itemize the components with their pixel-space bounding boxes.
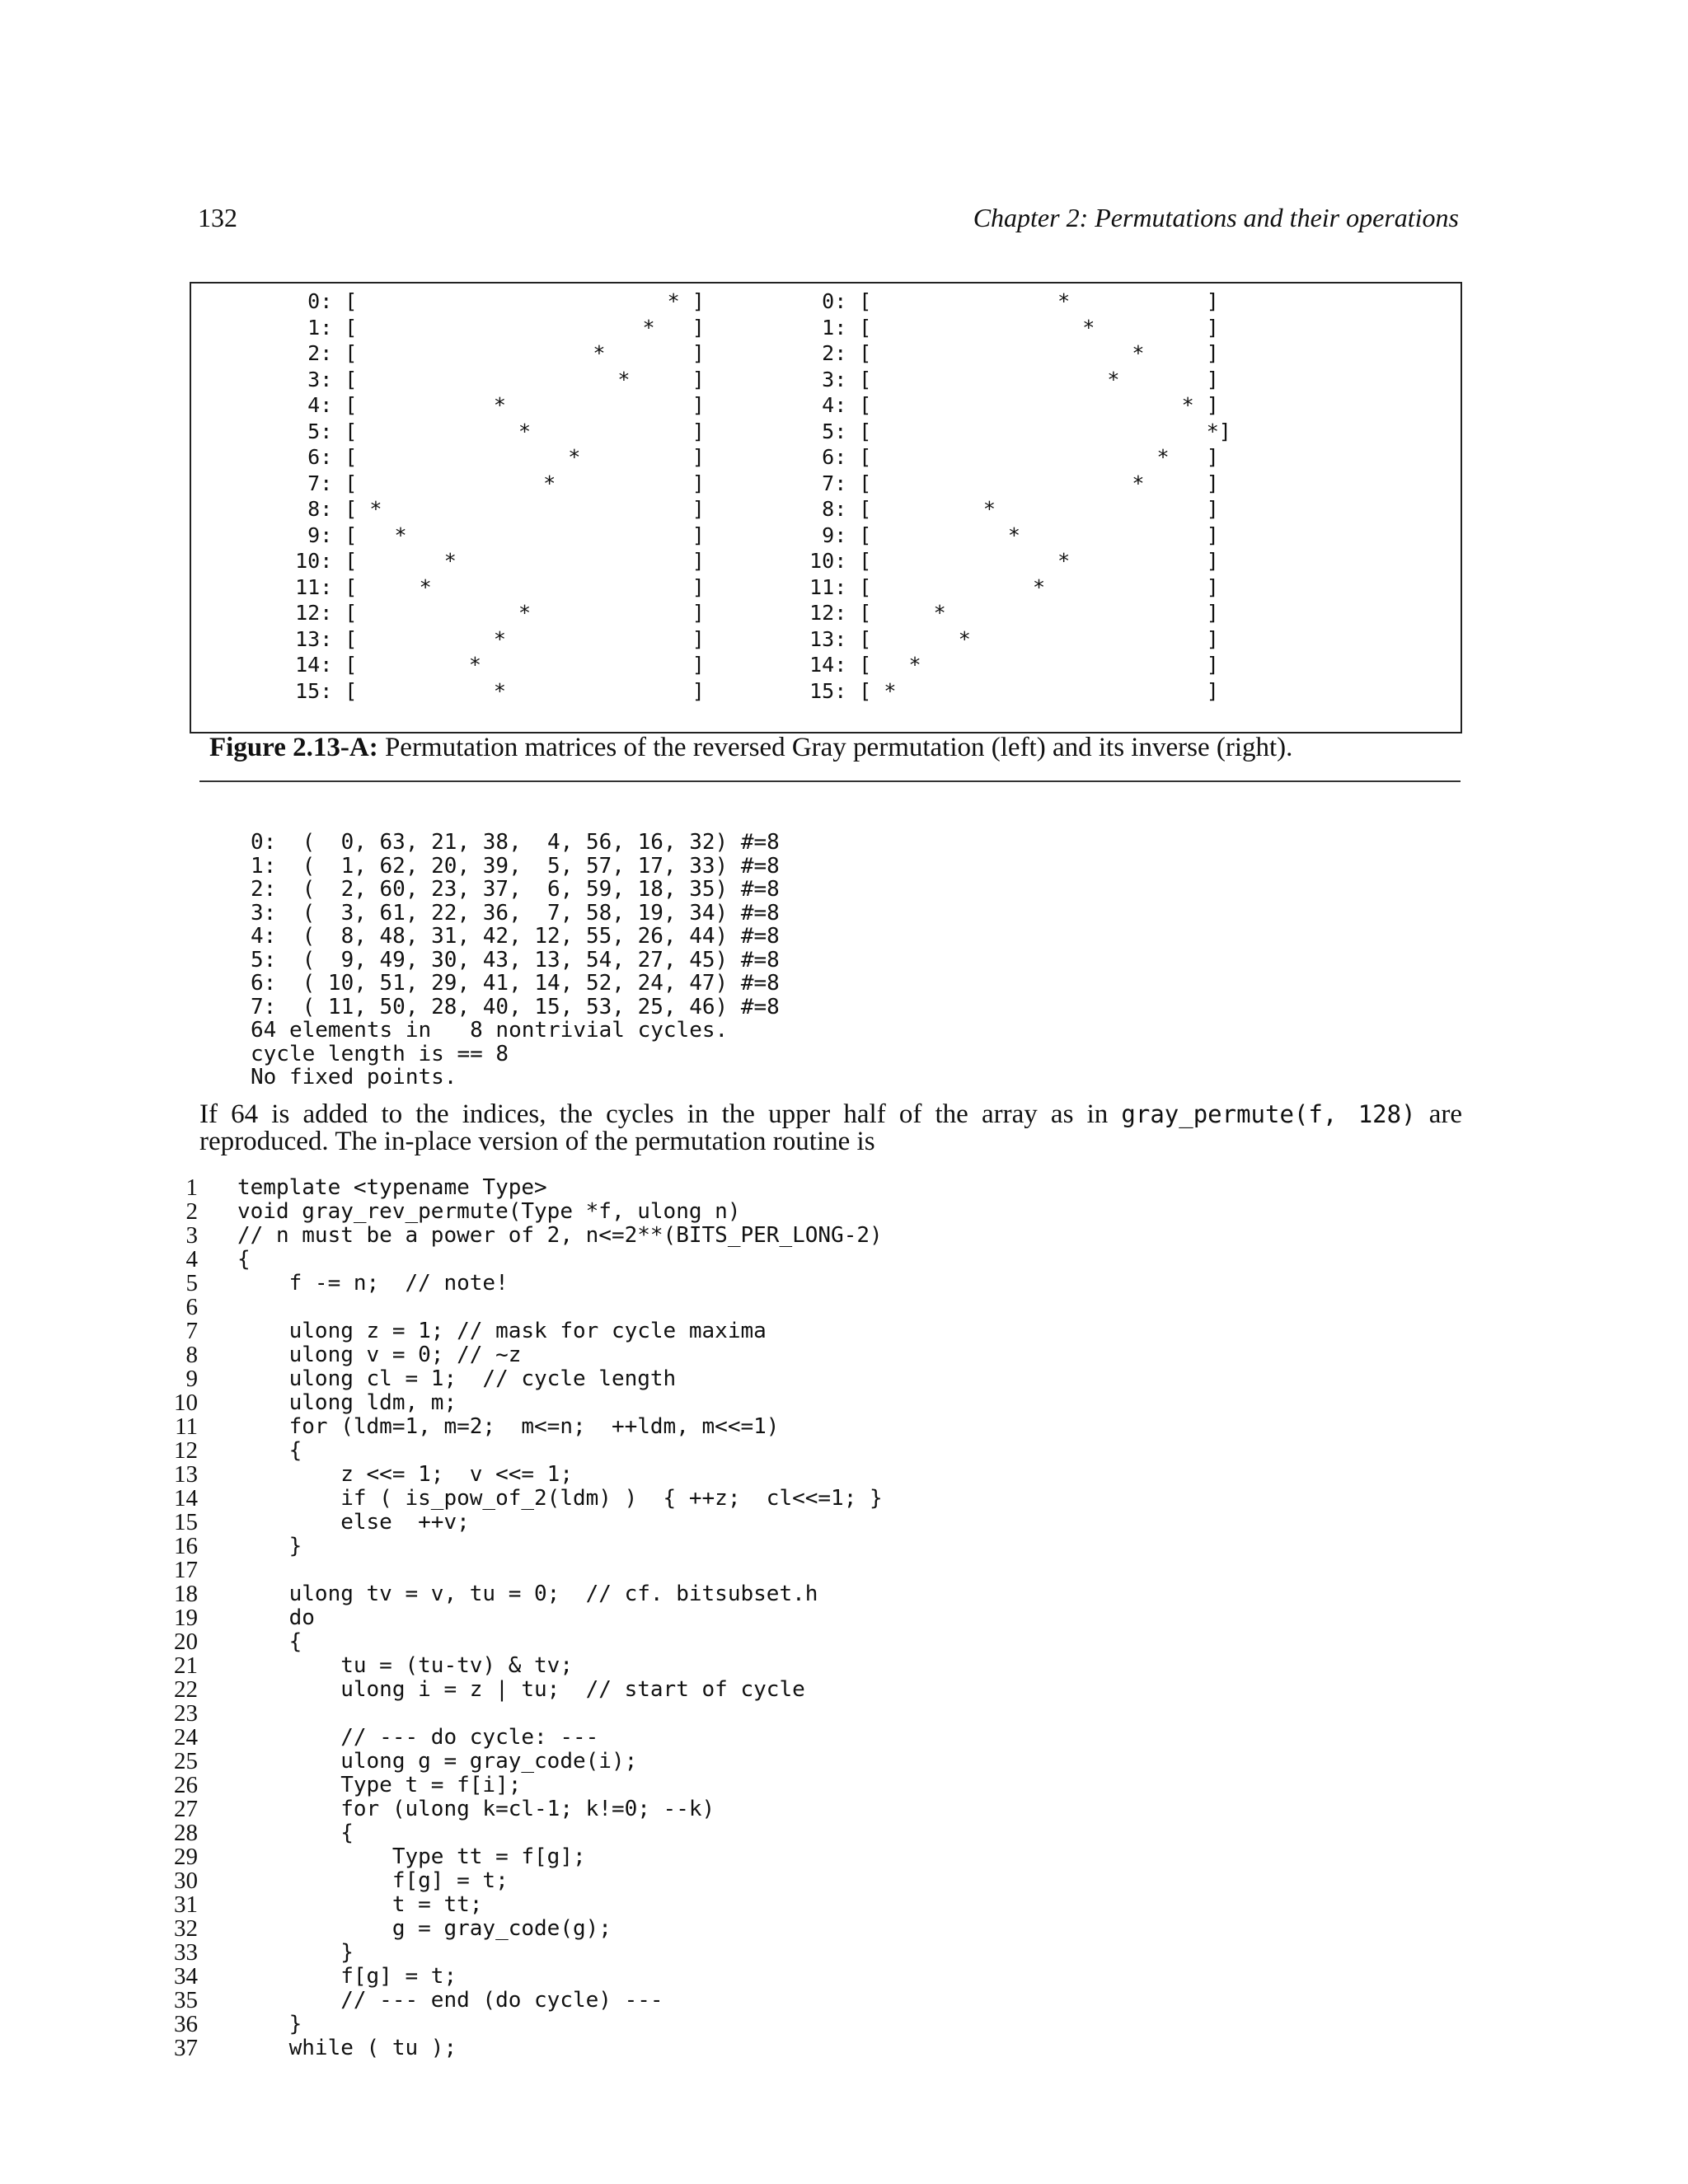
code-text: for (ldm=1, m=2; m<=n; ++ldm, m<<=1): [237, 1414, 780, 1439]
inline-code: gray_permute(f, 128): [1121, 1100, 1416, 1128]
code-text: template <typename Type>: [237, 1175, 547, 1200]
code-text: }: [237, 1534, 302, 1558]
code-text: ulong cl = 1; // cycle length: [237, 1366, 677, 1391]
line-number: 5: [185, 1270, 198, 1296]
line-number: 2: [185, 1198, 198, 1225]
line-number: 18: [174, 1581, 198, 1607]
code-text: ulong z = 1; // mask for cycle maxima: [237, 1319, 767, 1343]
code-text: ulong ldm, m;: [237, 1390, 457, 1415]
line-number: 30: [174, 1868, 198, 1894]
paragraph-text-after: are reproduced. The in-place version of the permutation routine is: [199, 1099, 1462, 1156]
code-text: g = gray_code(g);: [237, 1916, 612, 1941]
figure-caption: [209, 733, 1292, 763]
line-number: 7: [185, 1318, 198, 1344]
caption-rule: [199, 780, 1461, 782]
cycles-output: 0: ( 0, 63, 21, 38, 4, 56, 16, 32) #=8 1: ( 1, 62, 20, 39, 5, 57, 17, 33) #=8 2: ( 2, 60, 23, 37, 6, 59, 18, 35) #=8 3: ( 3, 61, 22, 36, 7, 58, 19, 34) #=8 4: ( 8, 48, 31, 42, 12, 55, 26, 44) #=8 5: ( 9, 49, 30, 43, 13, 54, 27, 45) #=8 6: ( 10, 51, 29, 41, 14, 52, 24, 47) #=8 7: ( 11, 50, 28, 40, 15, 53, 25, 46) #=8 64 elements in 8 nontrivial cycles. cycle length is == 8 No fixed points.: [251, 830, 780, 1090]
line-number: 19: [174, 1605, 198, 1631]
code-text: if ( is_pow_of_2(ldm) ) { ++z; cl<<=1; }: [237, 1486, 883, 1511]
page-number: 132: [198, 203, 237, 232]
code-text: ulong tv = v, tu = 0; // cf. bitsubset.h: [237, 1582, 818, 1606]
line-number: 12: [174, 1437, 198, 1464]
line-number: 6: [185, 1294, 198, 1320]
code-text: // --- end (do cycle) ---: [237, 1988, 663, 2013]
line-number: 1: [185, 1174, 198, 1201]
code-text: ulong g = gray_code(i);: [237, 1749, 638, 1774]
line-number: 26: [174, 1772, 198, 1798]
permutation-matrix-right: 0: [ * ] 1: [ * ] 2: [ * ] 3: [ * ] 4: [ * ] 5: [ *] 6: [ * ] 7: [ * ] 8: [ * ] 9: [ * ] 10: [ * ] 11: [ * ] 12: [ * ] 13: [ * ] 14: [ * ] 15: [ * ]: [809, 289, 1231, 703]
line-number: 17: [174, 1557, 198, 1583]
code-text: ulong v = 0; // ~z: [237, 1343, 522, 1367]
line-number: 23: [174, 1700, 198, 1727]
line-number: 29: [174, 1844, 198, 1870]
line-number: 13: [174, 1461, 198, 1488]
line-number: 16: [174, 1533, 198, 1559]
code-text: Type tt = f[g];: [237, 1844, 586, 1869]
line-number: 32: [174, 1915, 198, 1942]
code-text: {: [237, 1629, 302, 1654]
code-text: else ++v;: [237, 1510, 470, 1535]
code-text: }: [237, 2012, 302, 2036]
code-text: // n must be a power of 2, n<=2**(BITS_PER_LONG-2): [237, 1223, 883, 1248]
line-number: 11: [175, 1413, 198, 1440]
line-number: 10: [174, 1390, 198, 1416]
code-text: tu = (tu-tv) & tv;: [237, 1653, 573, 1678]
line-number: 21: [174, 1652, 198, 1679]
code-text: void gray_rev_permute(Type *f, ulong n): [237, 1199, 741, 1224]
running-head: Chapter 2: Permutations and their operations: [973, 203, 1459, 232]
line-number: 27: [174, 1796, 198, 1822]
figure-box: [190, 282, 1462, 733]
line-number: 34: [174, 1963, 198, 1990]
line-number: 25: [174, 1748, 198, 1774]
line-number: 14: [174, 1485, 198, 1511]
line-number: 36: [174, 2011, 198, 2037]
line-number: 33: [174, 1939, 198, 1966]
permutation-matrix-left: 0: [ * ] 1: [ * ] 2: [ * ] 3: [ * ] 4: [ * ] 5: [ * ] 6: [ * ] 7: [ * ] 8: [ * ] 9: [ * ] 10: [ * ] 11: [ * ] 12: [ * ] 13: [ * ] 14: [ * ] 15: [ * ]: [295, 289, 705, 703]
code-text: {: [237, 1821, 354, 1845]
line-number: 35: [174, 1987, 198, 2013]
line-number: 15: [174, 1509, 198, 1535]
code-text: ulong i = z | tu; // start of cycle: [237, 1677, 805, 1702]
code-text: f[g] = t;: [237, 1964, 457, 1989]
page-header: [198, 203, 1459, 244]
code-text: for (ulong k=cl-1; k!=0; --k): [237, 1797, 715, 1821]
code-text: while ( tu );: [237, 2036, 457, 2060]
body-paragraph: [199, 1101, 1462, 1155]
line-number: 4: [185, 1246, 198, 1272]
code-text: f[g] = t;: [237, 1868, 509, 1893]
code-text: do: [237, 1605, 315, 1630]
line-number: 28: [174, 1820, 198, 1846]
code-text: {: [237, 1438, 302, 1463]
line-number: 31: [174, 1891, 198, 1918]
code-text: {: [237, 1247, 251, 1272]
code-text: }: [237, 1940, 354, 1965]
code-text: // --- do cycle: ---: [237, 1725, 599, 1750]
code-text: Type t = f[i];: [237, 1773, 522, 1797]
line-number: 37: [174, 2035, 198, 2061]
line-number: 3: [185, 1222, 198, 1249]
code-text: f -= n; // note!: [237, 1271, 509, 1296]
code-text: z <<= 1; v <<= 1;: [237, 1462, 573, 1487]
caption-label: Figure 2.13-A:: [209, 733, 378, 762]
line-number: 20: [174, 1629, 198, 1655]
caption-text: Permutation matrices of the reversed Gray permutation (left) and its inverse (right).: [377, 733, 1293, 762]
line-number: 9: [185, 1366, 198, 1392]
line-number: 22: [174, 1676, 198, 1703]
code-text: t = tt;: [237, 1892, 483, 1917]
paragraph-text-before: If 64 is added to the indices, the cycles in the upper half of the array as in: [199, 1099, 1122, 1129]
line-number: 8: [185, 1342, 198, 1368]
line-number: 24: [174, 1724, 198, 1750]
